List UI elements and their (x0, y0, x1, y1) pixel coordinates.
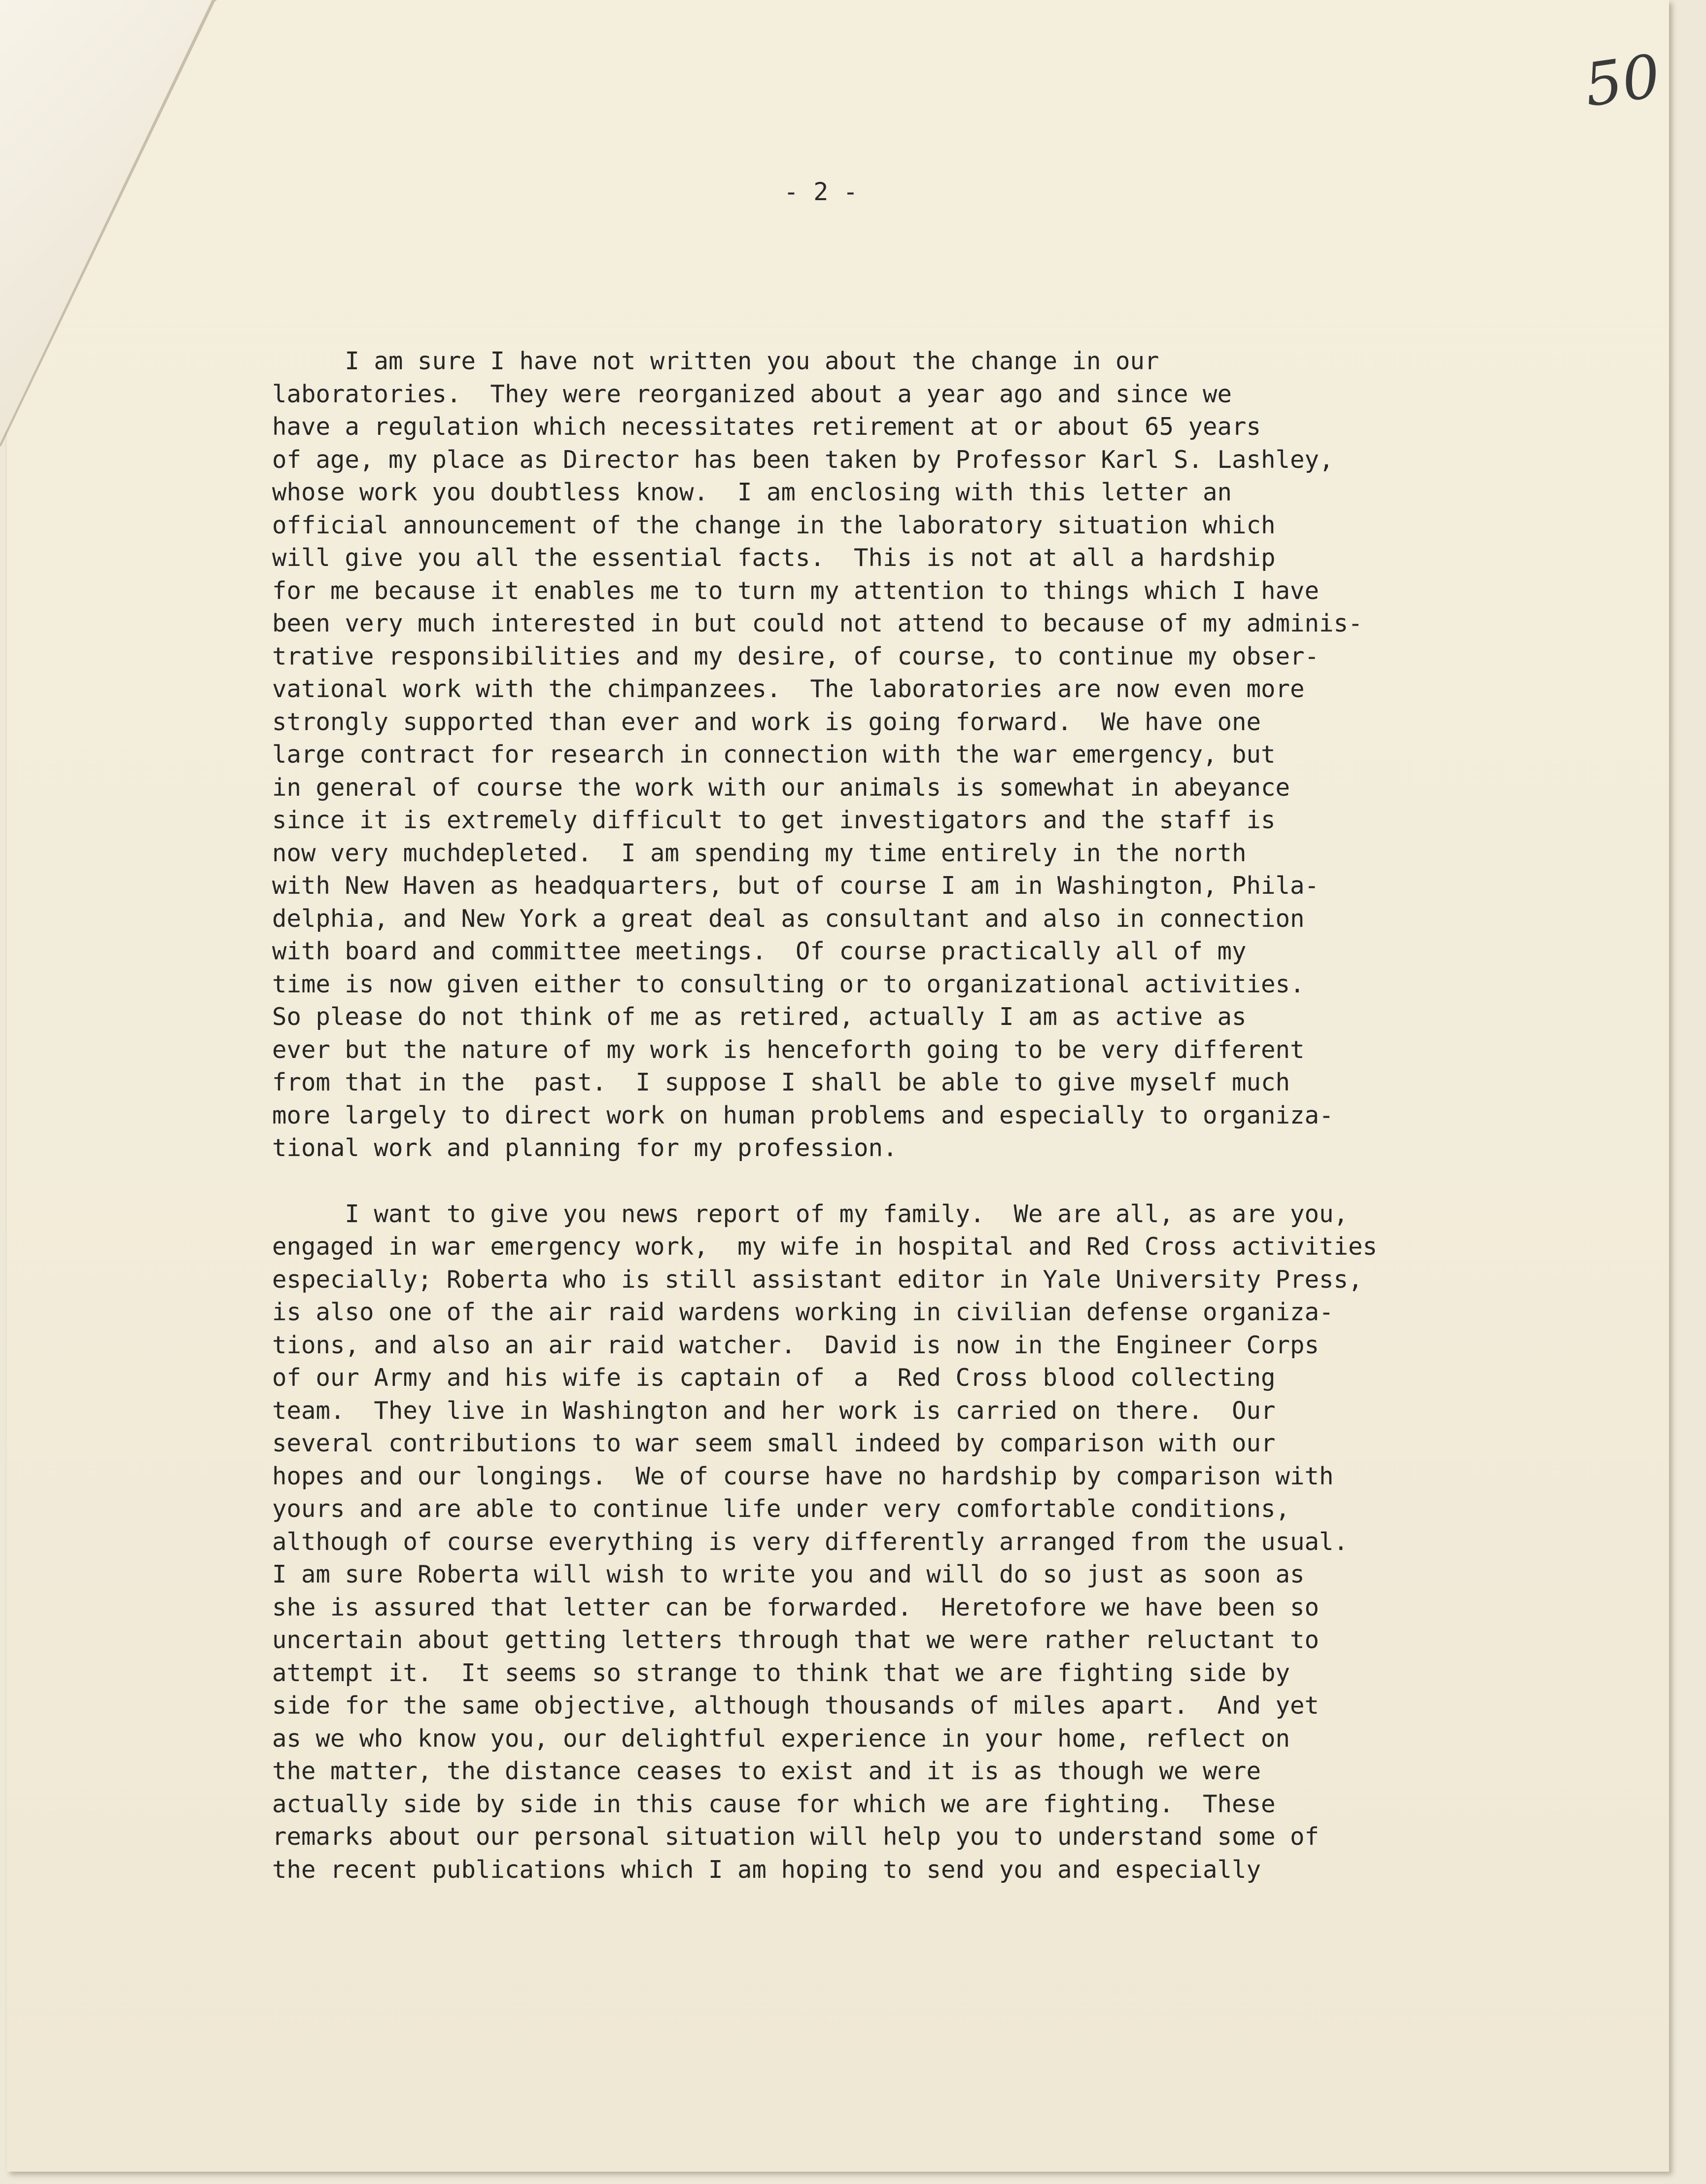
text-line: hopes and our longings. We of course have no hardship by comparison with (272, 1462, 1334, 1490)
text-line: I am sure I have not written you about the change in our (272, 347, 1159, 375)
text-line: So please do not think of me as retired, actually I am as active as (272, 1003, 1247, 1031)
text-line: vational work with the chimpanzees. The laboratories are now even more (272, 675, 1305, 703)
text-line: she is assured that letter can be forwarded. Heretofore we have been so (272, 1593, 1320, 1621)
text-line: as we who know you, our delightful experience in your home, reflect on (272, 1724, 1290, 1753)
text-line: in general of course the work with our animals is somewhat in abeyance (272, 773, 1290, 802)
text-line: ever but the nature of my work is henceforth going to be very different (272, 1035, 1305, 1064)
text-line: tional work and planning for my profession. (272, 1134, 898, 1162)
text-line: more largely to direct work on human problems and especially to organiza- (272, 1101, 1334, 1129)
text-line: uncertain about getting letters through that we were rather reluctant to (272, 1626, 1320, 1654)
text-line: strongly supported than ever and work is going forward. We have one (272, 707, 1261, 736)
text-line: tions, and also an air raid watcher. David is now in the Engineer Corps (272, 1331, 1320, 1359)
text-line: team. They live in Washington and her work is carried on there. Our (272, 1396, 1276, 1425)
text-line: the matter, the distance ceases to exist and it is as though we were (272, 1757, 1261, 1785)
page-number: - 2 - (784, 177, 858, 206)
text-line: time is now given either to consulting or to organizational activities. (272, 970, 1305, 998)
text-line: with New Haven as headquarters, but of course I am in Washington, Phila- (272, 872, 1320, 900)
paragraph-1 (272, 345, 1377, 1165)
text-line: delphia, and New York a great deal as consultant and also in connection (272, 904, 1305, 933)
text-line: although of course everything is very differently arranged from the usual. (272, 1527, 1349, 1556)
text-line: from that in the past. I suppose I shall be able to give myself much (272, 1068, 1290, 1096)
text-line: since it is extremely difficult to get investigators and the staff is (272, 806, 1276, 834)
text-line: attempt it. It seems so strange to think that we are fighting side by (272, 1658, 1290, 1687)
text-line: several contributions to war seem small indeed by comparison with our (272, 1429, 1276, 1457)
text-line: official announcement of the change in the laboratory situation which (272, 511, 1276, 539)
text-line: especially; Roberta who is still assistant editor in Yale University Press, (272, 1265, 1363, 1294)
text-line: yours and are able to continue life under very comfortable conditions, (272, 1495, 1290, 1523)
text-line: I want to give you news report of my family. We are all, as are you, (272, 1199, 1349, 1228)
text-line: large contract for research in connection with the war emergency, but (272, 740, 1276, 769)
text-line: is also one of the air raid wardens working in civilian defense organiza- (272, 1298, 1334, 1326)
letter-body (272, 345, 1377, 1886)
text-line: of age, my place as Director has been taken by Professor Karl S. Lashley, (272, 445, 1334, 474)
paragraph-2 (272, 1198, 1377, 1887)
text-line: have a regulation which necessitates retirement at or about 65 years (272, 413, 1261, 441)
text-line: now very muchdepleted. I am spending my time entirely in the north (272, 839, 1247, 867)
text-line: been very much interested in but could not attend to because of my adminis- (272, 609, 1363, 637)
text-line: side for the same objective, although thousands of miles apart. And yet (272, 1691, 1320, 1720)
text-line: for me because it enables me to turn my attention to things which I have (272, 576, 1320, 605)
text-line: the recent publications which I am hoping to send you and especially (272, 1855, 1261, 1884)
text-line: will give you all the essential facts. This is not at all a hardship (272, 544, 1276, 572)
folio-number: 50 (1580, 42, 1665, 120)
text-line: actually side by side in this cause for which we are fighting. These (272, 1790, 1276, 1818)
text-line: with board and committee meetings. Of course practically all of my (272, 937, 1247, 965)
text-line: trative responsibilities and my desire, of course, to continue my obser- (272, 642, 1320, 670)
text-line: remarks about our personal situation will help you to understand some of (272, 1823, 1320, 1851)
text-line: laboratories. They were reorganized about a year ago and since we (272, 380, 1232, 408)
text-line: whose work you doubtless know. I am enclosing with this letter an (272, 478, 1232, 506)
text-line: of our Army and his wife is captain of a Red Cross blood collecting (272, 1364, 1276, 1392)
text-line: engaged in war emergency work, my wife in hospital and Red Cross activities (272, 1233, 1378, 1261)
text-line: I am sure Roberta will wish to write you and will do so just as soon as (272, 1560, 1305, 1588)
